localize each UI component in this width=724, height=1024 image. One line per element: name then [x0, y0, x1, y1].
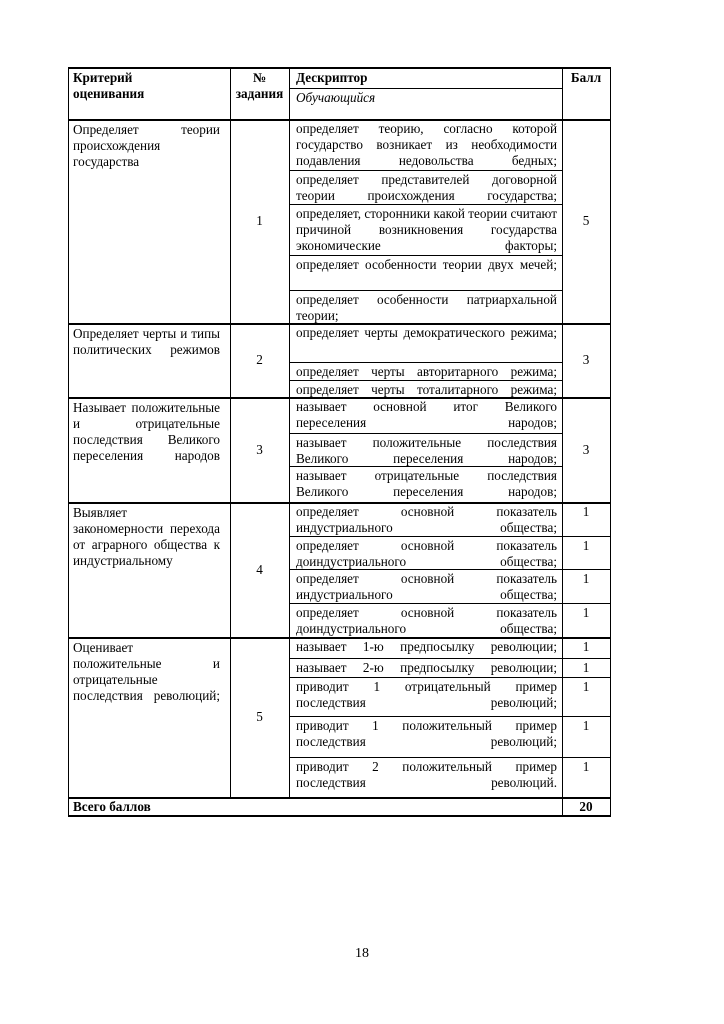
table-rule	[289, 716, 290, 757]
criterion-cell: Называет положительные и отрицательные последствия Великого переселения народов	[73, 400, 220, 463]
table-rule	[68, 67, 69, 816]
descriptor-cell: называет отрицательные последствия Великого переселения народов;	[296, 468, 557, 499]
table-rule	[289, 466, 290, 502]
descriptor-cell: приводит 1 отрицательный пример последствия революций;	[296, 679, 557, 710]
table-rule	[289, 67, 290, 119]
table-rule	[289, 757, 563, 758]
score-cell: 3	[582, 442, 590, 457]
table-rule	[289, 290, 563, 291]
header-student: Обучающийся	[296, 90, 376, 105]
table-rule	[562, 677, 611, 678]
header-criterion: Критерий оценивания	[73, 70, 145, 101]
criterion-cell: Определяет черты и типы политических режимов	[73, 326, 220, 357]
task-number: 5	[256, 709, 263, 724]
descriptor-cell: определяет черты тоталитарного режима;	[296, 382, 557, 397]
task-number: 3	[256, 442, 263, 457]
header-descriptor: Дескриптор	[296, 70, 368, 85]
descriptor-cell: называет 2-ю предпосылку революции;	[296, 660, 557, 675]
header-score: Балл	[570, 70, 602, 85]
table-rule	[562, 757, 611, 758]
table-rule	[289, 204, 290, 255]
table-rule	[289, 290, 290, 323]
descriptor-cell: называет основной итог Великого переселения народов;	[296, 399, 557, 430]
score-cell: 1	[582, 639, 590, 654]
criterion-cell: Оценивает положительные и отрицательные последствия революций;	[73, 640, 220, 703]
score-cell: 1	[582, 571, 590, 586]
table-rule	[289, 603, 290, 637]
table-rule	[289, 380, 290, 397]
table-rule	[289, 323, 290, 362]
descriptor-cell: определяет особенности теории двух мечей;	[296, 257, 557, 272]
table-rule	[289, 658, 563, 659]
descriptor-cell: называет 1-ю предпосылку революции;	[296, 639, 557, 654]
table-rule	[289, 677, 563, 678]
table-rule	[68, 815, 611, 817]
descriptor-cell: определяет черты авторитарного режима;	[296, 364, 557, 379]
score-cell: 1	[582, 605, 590, 620]
table-rule	[289, 603, 563, 604]
total-value: 20	[579, 799, 593, 814]
score-cell: 1	[582, 538, 590, 553]
score-cell: 1	[582, 660, 590, 675]
table-rule	[289, 677, 290, 716]
table-rule	[289, 757, 290, 797]
table-rule	[610, 67, 611, 816]
table-rule	[289, 658, 290, 677]
task-number: 4	[256, 562, 263, 577]
table-rule	[562, 569, 611, 570]
score-cell: 5	[582, 213, 590, 228]
score-cell: 1	[582, 718, 590, 733]
table-rule	[289, 433, 290, 466]
descriptor-cell: определяет черты демократического режима;	[296, 325, 557, 340]
descriptor-cell: определяет основной показатель доиндустриального общества;	[296, 605, 557, 636]
table-rule	[289, 170, 290, 204]
score-cell: 1	[582, 759, 590, 774]
descriptor-cell: приводит 2 положительный пример последствия революций.	[296, 759, 557, 790]
criterion-cell: Выявляет закономерности перехода от аграрного общества к индустриальному	[73, 505, 220, 568]
table-rule	[230, 67, 231, 797]
descriptor-cell: определяет представителей договорной теории происхождения государства;	[296, 172, 557, 203]
descriptor-cell: определяет особенности патриархальной теории;	[296, 292, 557, 323]
score-cell: 3	[582, 352, 590, 367]
table-rule	[562, 536, 611, 537]
table-rule	[289, 716, 563, 717]
task-number: 2	[256, 352, 263, 367]
total-label: Всего баллов	[73, 799, 151, 814]
table-rule	[289, 380, 563, 381]
descriptor-cell: определяет, сторонники какой теории считают причиной возникновения государства экономические факторы;	[296, 206, 557, 253]
descriptor-cell: определяет теорию, согласно которой государство возникает из необходимости подавления недовольства бедных;	[296, 121, 557, 168]
table-rule	[289, 502, 290, 536]
criterion-cell: Определяет теории происхождения государства	[73, 122, 220, 169]
table-rule	[289, 536, 290, 569]
table-rule	[289, 255, 290, 290]
table-rule	[289, 204, 563, 205]
page-number: 18	[355, 946, 369, 961]
descriptor-cell: определяет основной показатель индустриального общества;	[296, 571, 557, 602]
table-rule	[289, 362, 563, 363]
table-rule	[289, 170, 563, 171]
table-rule	[562, 716, 611, 717]
score-cell: 1	[582, 504, 590, 519]
descriptor-cell: называет положительные последствия Великого переселения народов;	[296, 435, 557, 466]
table-rule	[289, 569, 290, 603]
descriptor-cell: определяет основной показатель индустриального общества;	[296, 504, 557, 535]
table-rule	[289, 362, 290, 380]
table-rule	[289, 397, 290, 433]
table-rule	[289, 119, 290, 170]
table-rule	[289, 637, 290, 658]
descriptor-cell: приводит 1 положительный пример последствия революций;	[296, 718, 557, 749]
table-rule	[562, 603, 611, 604]
score-cell: 1	[582, 679, 590, 694]
descriptor-cell: определяет основной показатель доиндустриального общества;	[296, 538, 557, 569]
table-rule	[289, 88, 563, 89]
table-rule	[289, 433, 563, 434]
header-task-number: № задания	[235, 70, 284, 101]
table-rule	[289, 255, 563, 256]
table-rule	[562, 658, 611, 659]
table-rule	[68, 67, 611, 69]
table-rule	[289, 536, 563, 537]
task-number: 1	[256, 213, 263, 228]
